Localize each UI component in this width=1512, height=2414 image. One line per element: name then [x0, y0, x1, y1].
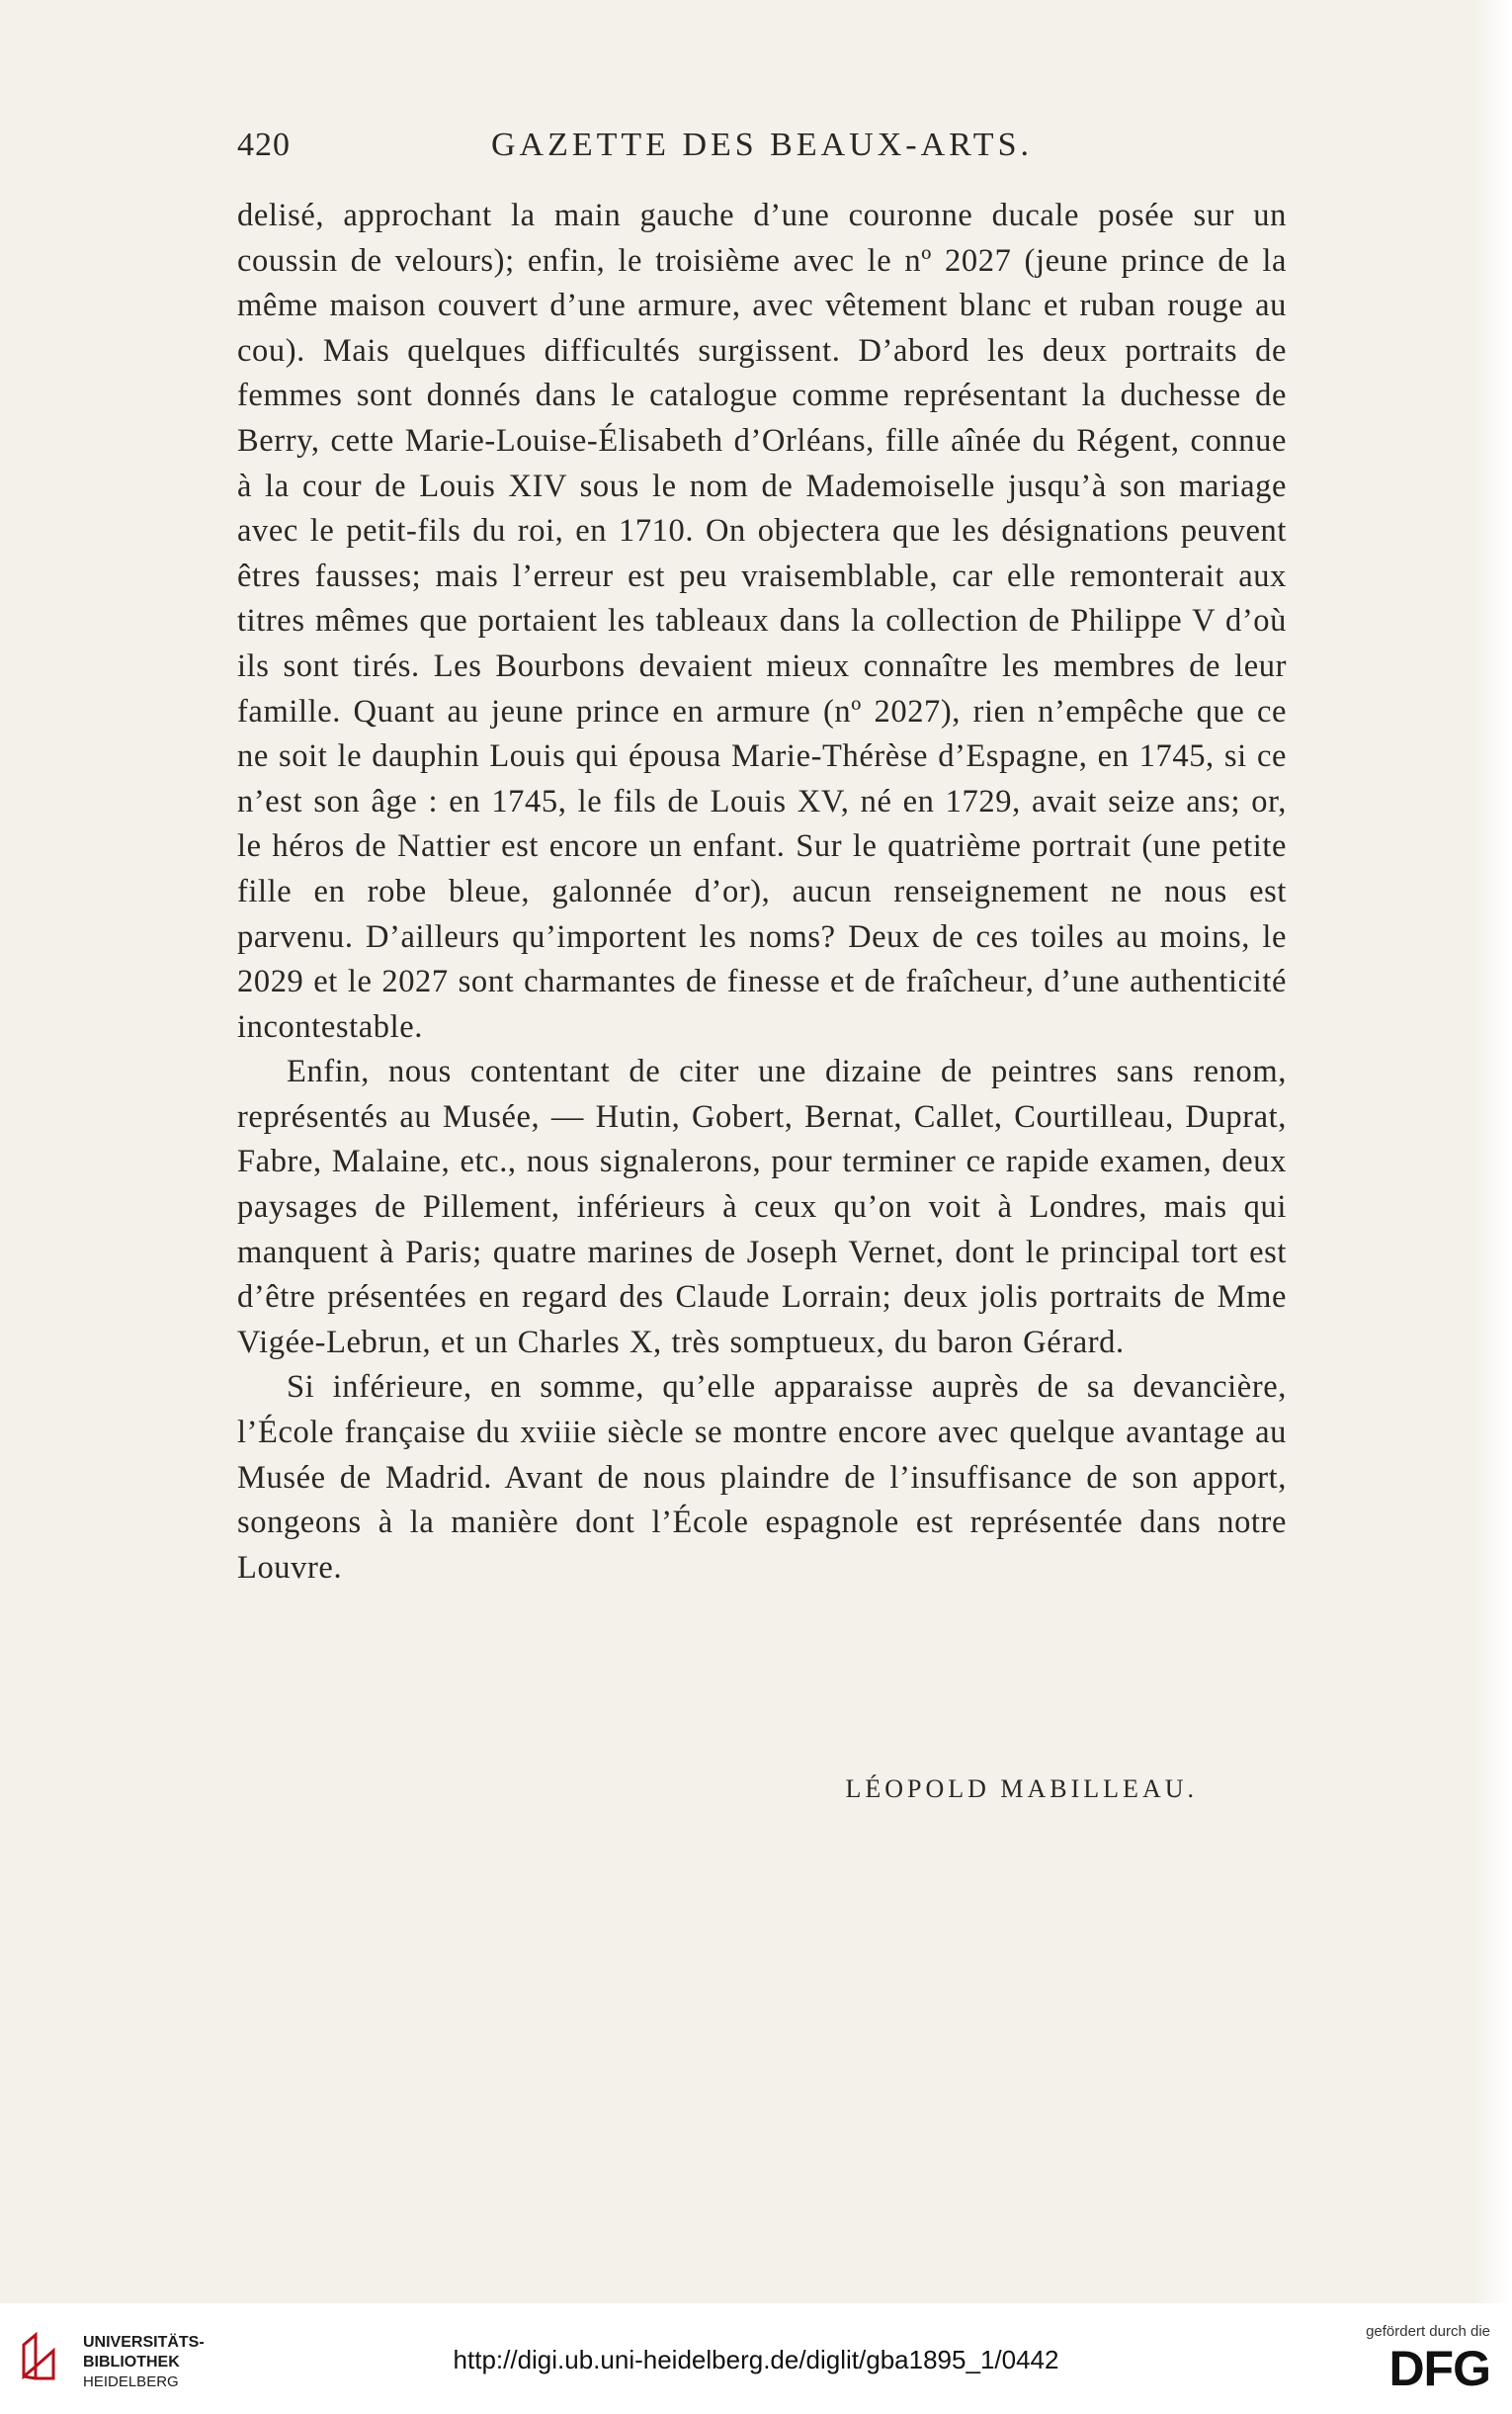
paragraph: Enfin, nous contentant de citer une dizaine de peintres sans renom, représentés au Musée, — Hutin, Gobert, Bernat, Callet, Courtilleau, Duprat, Fabre, Malaine, etc., nous signalerons, pour terminer ce rapide examen, deux paysages de Pillement, inférieurs à ceux qu’on voit à Londres, mais qui manquent à Paris; quatre marines de Joseph Vernet, dont le principal tort est d’être présentées en regard des Claude Lorrain; deux jolis portraits de Mme Vigée-Lebrun, et un Charles X, très somptueux, du baron Gérard.: [237, 1054, 1287, 1360]
author-signature: LÉOPOLD MABILLEAU.: [845, 1774, 1198, 1803]
permalink-url[interactable]: http://digi.ub.uni-heidelberg.de/diglit/gba1895_1/0442: [453, 2345, 1059, 2374]
dfg-logo-icon: DFG: [1388, 2341, 1490, 2396]
paragraph: delisé, approchant la main gauche d’une couronne ducale posée sur un coussin de velours); enfin, le troisième avec le nº 2027 (jeune prince de la même maison couvert d’une armure, avec vêtement blanc et ruban rouge au cou). Mais quelques difficultés surgissent. D’abord les deux portraits de femmes sont donnés dans le catalogue comme représentant la duchesse de Berry, cette Marie-Louise-Élisabeth d’Orléans, fille aînée du Régent, connue à la cour de Louis XIV sous le nom de Mademoiselle jusqu’à son mariage avec le petit-fils du roi, en 1710. On objectera que les désignations peuvent êtres fausses; mais l’erreur est peu vraisemblable, car elle remonterait aux titres mêmes que portaient les tableaux dans la collection de Philippe V d’où ils sont tirés. Les Bourbons devaient mieux connaître les membres de leur famille. Quant au jeune prince en armure (nº 2027), rien n’empêche que ce ne soit le dauphin Louis qui épousa Marie-Thérèse d’Espagne, en 1745, si ce n’est son âge : en 1745, le fils de Louis XV, né en 1729, avait seize ans; or, le héros de Nattier est encore un enfant. Sur le quatrième portrait (une petite fille en robe bleue, galonnée d’or), aucun renseignement ne nous est parvenu. D’ailleurs qu’importent les noms? Deux de ces toiles au moins, le 2029 et le 2027 sont charmantes de finesse et de fraîcheur, d’une authenticité incontestable.: [237, 198, 1287, 1045]
page-edge: [1472, 0, 1512, 2303]
page-number: 420: [237, 127, 291, 163]
library-line-1: UNIVERSITÄTS-: [83, 2334, 205, 2351]
sponsor-block: [1332, 2323, 1490, 2396]
library-line-2: BIBLIOTHEK: [83, 2354, 180, 2371]
paragraph: Si inférieure, en somme, qu’elle apparaisse auprès de sa devancière, l’École française du xviiie siècle se montre encore avec quelque avantage au Musée de Madrid. Avant de nous plaindre de l’insuffisance de son apport, songeons à la manière dont l’École espagnole est représentée dans notre Louvre.: [237, 1369, 1287, 1586]
library-line-3: HEIDELBERG: [83, 2373, 179, 2390]
digitization-footer: [0, 2303, 1512, 2414]
article-body: [237, 194, 1287, 1591]
page-header: [237, 127, 1287, 186]
sponsor-text: gefördert durch die: [1366, 2323, 1490, 2340]
running-title: GAZETTE DES BEAUX-ARTS.: [491, 127, 1033, 163]
